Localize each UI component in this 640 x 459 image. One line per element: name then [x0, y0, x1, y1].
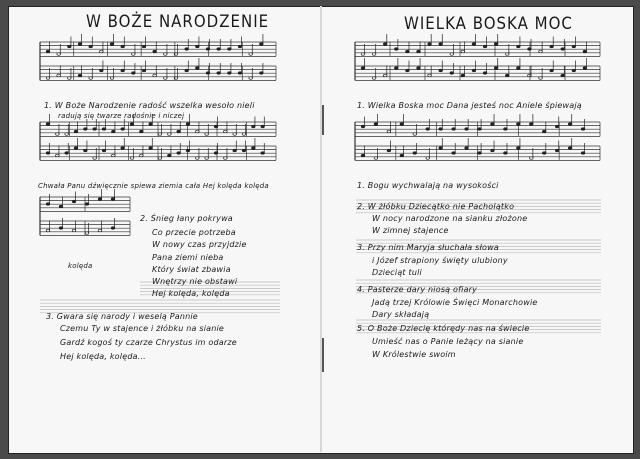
- left-verse3-line: Gardź kogoś ty czarze Chrystus im odarze: [60, 338, 237, 347]
- left-verse2-line: Który świat zbawia: [152, 265, 231, 274]
- left-verse3-line: 3. Gwara się narody i weselą Pannie: [46, 312, 198, 321]
- right-lyrics-line: 1. Bogu wychwalają na wysokości: [357, 181, 499, 190]
- right-verse-line: Dzieciąt tuli: [372, 268, 422, 277]
- left-song-title: W BOŻE NARODZENIE: [86, 10, 270, 32]
- right-verse-line: W nocy narodzone na sianku złożone: [372, 214, 528, 223]
- left-verse2-line: 2. Śnieg łany pokrywa: [140, 214, 233, 223]
- left-verse2-line: Hej kolęda, kolęda: [152, 289, 230, 298]
- left-verse2-line: Wnętrzy nie obstawi: [152, 277, 238, 286]
- right-verse-line: i Józef strapiony święty ulubiony: [372, 256, 508, 265]
- right-verse-line: Dary składają: [372, 310, 430, 319]
- right-song-title: WIELKA BOSKA MOC: [404, 12, 573, 34]
- left-lyrics-line: 1. W Boże Narodzenie radość wszelka wesoło nieli: [44, 101, 255, 110]
- left-lyrics-line: kolęda: [68, 262, 93, 270]
- right-verse-line: 2. W żłóbku Dziecątko nie Pacholątko: [357, 202, 515, 211]
- right-verse-line: 5. O Boże Dziecię którędy nas na świecie: [357, 324, 530, 333]
- left-verse3-line: Czemu Ty w stajence i żłóbku na sianie: [60, 324, 225, 333]
- right-verse-line: W Królestwie swoim: [372, 350, 456, 359]
- left-verse3-line: Hej kolęda, kolęda...: [60, 352, 146, 361]
- right-verse-line: Umieść nas o Panie leżący na sianie: [372, 337, 524, 346]
- left-verse2-line: W nowy czas przyjdzie: [152, 240, 247, 249]
- left-verse2-line: Co przecie potrzeba: [152, 228, 236, 237]
- left-lyrics-line: radują się twarze radośnie i niczej: [58, 112, 185, 120]
- right-verse-line: W zimnej stajence: [372, 226, 449, 235]
- right-lyrics-line: 1. Wielka Boska moc Dana jesteś noc Aniele śpiewają: [357, 101, 582, 110]
- left-verse2-line: Pana ziemi nieba: [152, 253, 224, 262]
- left-lyrics-line: Chwała Panu dźwięcznie spiewa ziemia cała Hej kolęda kolęda: [38, 182, 269, 190]
- right-verse-line: 3. Przy nim Maryja słuchała słowa: [357, 243, 499, 252]
- right-verse-line: 4. Pasterze dary niosą ofiary: [357, 285, 478, 294]
- right-verse-line: Jadą trzej Królowie Święci Monarchowie: [372, 298, 538, 307]
